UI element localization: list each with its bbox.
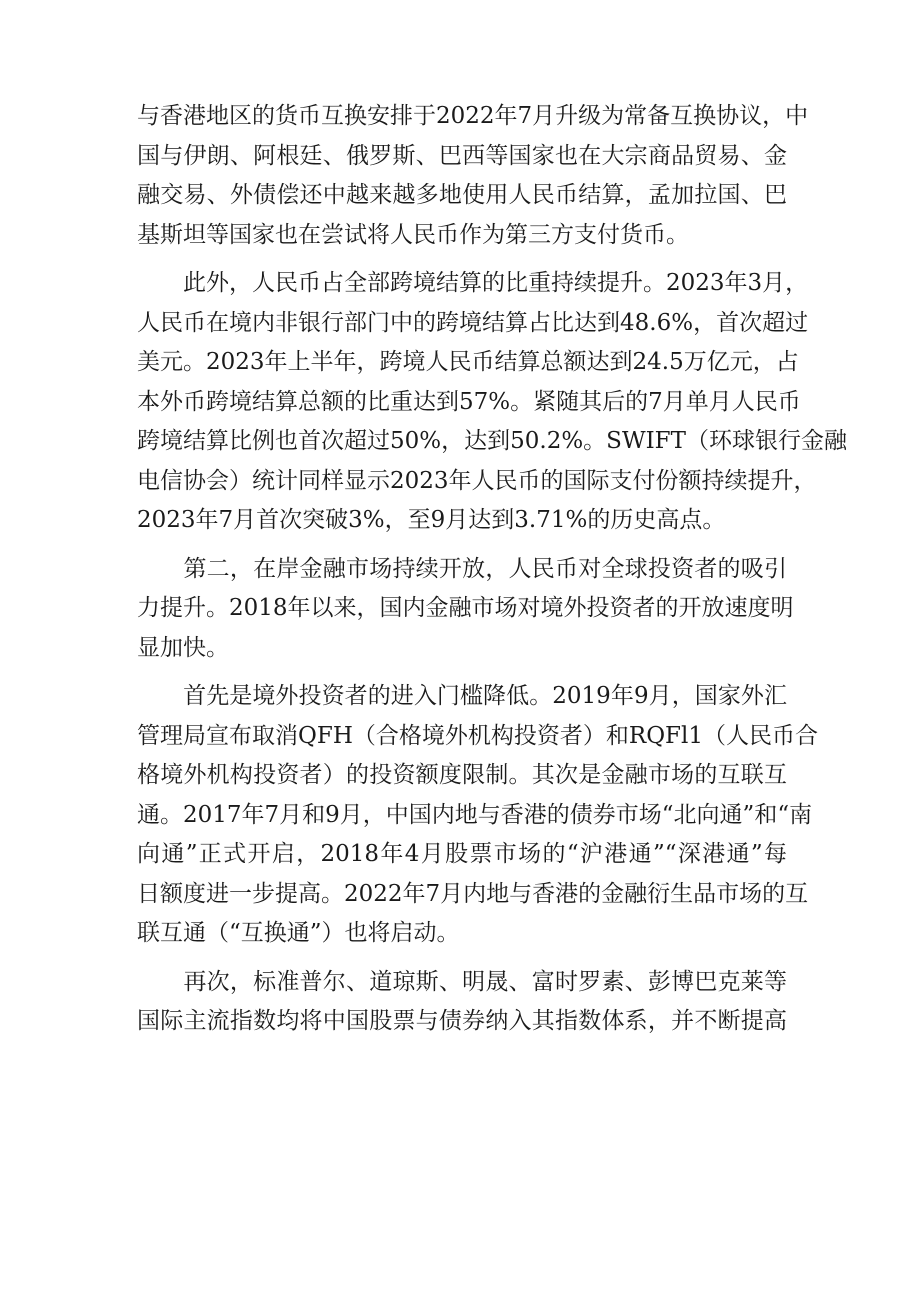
text-line: 电信协会）统计同样显示2023年人民币的国际支付份额持续提升， xyxy=(137,467,817,494)
text-line: 首先是境外投资者的进入门槛降低。2019年9月，国家外汇 xyxy=(137,683,787,709)
text-line: 显加快。 xyxy=(137,634,229,661)
text-line: 联互通（“互换通”）也将启动。 xyxy=(137,920,460,946)
paragraph-settlement-share xyxy=(137,264,847,541)
paragraph-index-inclusion xyxy=(137,963,787,1042)
text-line: 国与伊朗、阿根廷、俄罗斯、巴西等国家也在大宗商品贸易、金 xyxy=(137,142,787,169)
text-line: 基斯坦等国家也在尝试将人民币作为第三方支付货币。 xyxy=(137,221,689,248)
text-line: 与香港地区的货币互换安排于2022年7月升级为常备互换协议，中 xyxy=(137,103,809,129)
body-text xyxy=(137,97,847,1042)
text-line: 融交易、外债偿还中越来越多地使用人民币结算，孟加拉国、巴 xyxy=(137,182,787,208)
text-line: 管理局宣布取消QFH（合格境外机构投资者）和RQFl1（人民币合 xyxy=(137,722,818,749)
paragraph-gap xyxy=(137,541,787,550)
text-line: 人民币在境内非银行部门中的跨境结算占比达到48.6%，首次超过 xyxy=(137,309,809,336)
text-line: 力提升。2018年以来，国内金融市场对境外投资者的开放速度明 xyxy=(137,595,794,621)
text-line: 美元。2023年上半年，跨境人民币结算总额达到24.5万亿元，占 xyxy=(137,349,799,375)
text-line: 格境外机构投资者）的投资额度限制。其次是金融市场的互联互 xyxy=(137,762,787,788)
text-line: 通。2017年7月和9月，中国内地与香港的债券市场“北向通”和“南 xyxy=(137,801,813,828)
text-line: 再次，标准普尔、道琼斯、明晟、富时罗素、彭博巴克莱等 xyxy=(137,968,787,995)
paragraph-currency-swap xyxy=(137,97,809,255)
text-line: 跨境结算比例也首次超过50%，达到50.2%。SWIFT（环球银行金融 xyxy=(137,428,847,454)
paragraph-investor-access xyxy=(137,677,818,954)
text-line: 本外币跨境结算总额的比重达到57%。紧随其后的7月单月人民币 xyxy=(137,388,801,415)
paragraph-gap xyxy=(137,668,787,677)
paragraph-market-opening xyxy=(137,550,794,669)
paragraph-gap xyxy=(137,954,787,963)
text-line: 2023年7月首次突破3%，至9月达到3.71%的历史高点。 xyxy=(137,507,726,533)
text-line: 向通”正式开启，2018年4月股票市场的“沪港通”“深港通”每 xyxy=(137,841,787,867)
text-line: 日额度进一步提高。2022年7月内地与香港的金融衍生品市场的互 xyxy=(137,880,809,907)
text-line: 第二，在岸金融市场持续开放，人民币对全球投资者的吸引 xyxy=(137,555,787,582)
paragraph-gap xyxy=(137,255,787,264)
text-line: 国际主流指数均将中国股票与债券纳入其指数体系，并不断提高 xyxy=(137,1008,787,1034)
text-line: 此外，人民币占全部跨境结算的比重持续提升。2023年3月， xyxy=(137,270,809,296)
